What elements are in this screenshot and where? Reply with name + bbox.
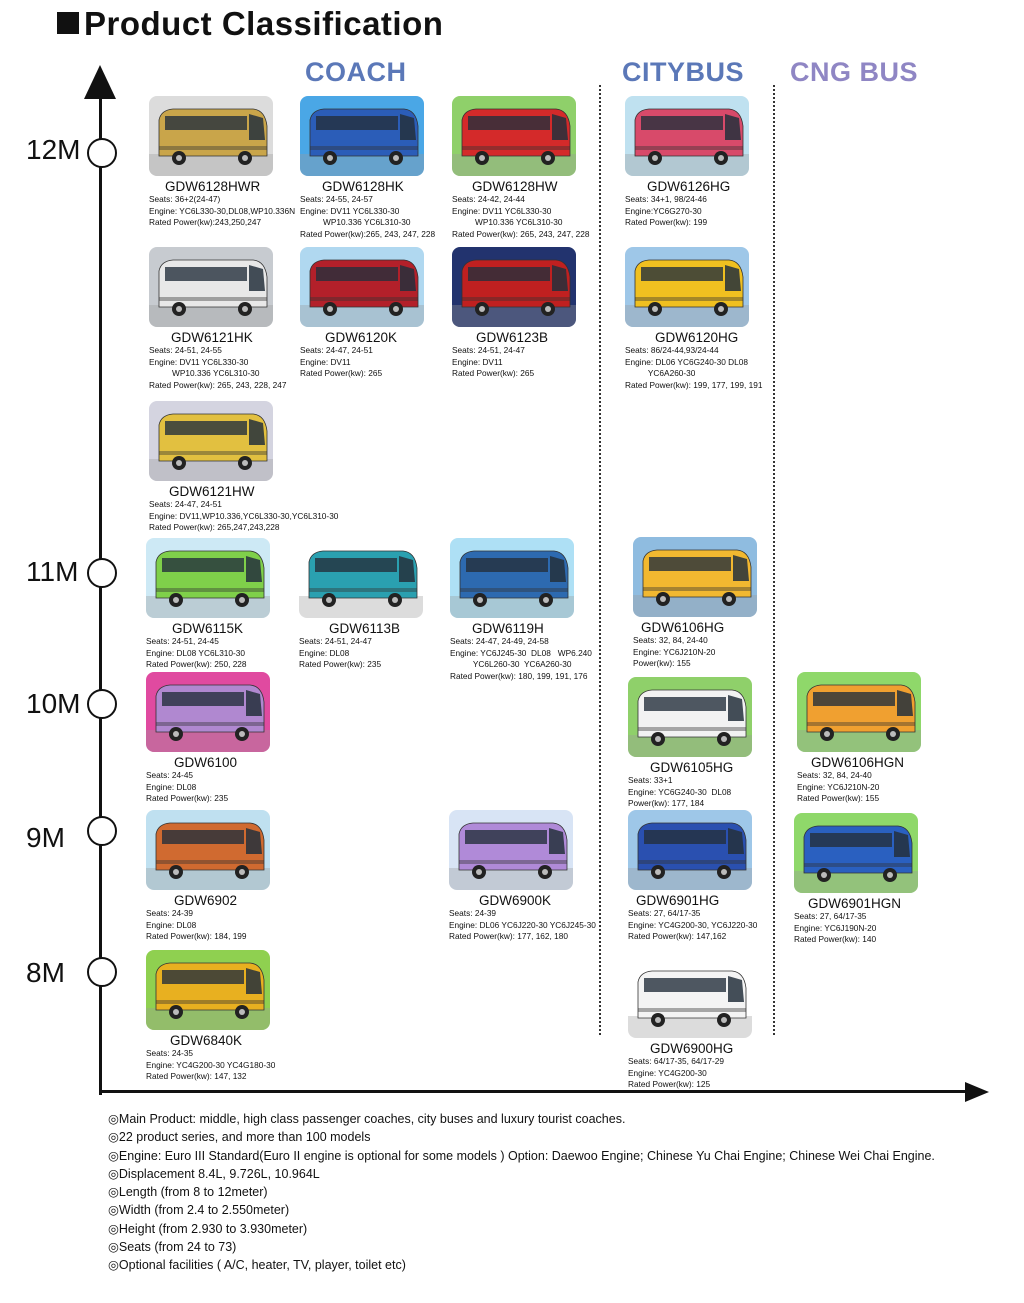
features-list xyxy=(108,1110,935,1275)
bus-image xyxy=(625,247,749,327)
model-name: GDW6115K xyxy=(172,621,244,636)
product-card xyxy=(450,538,640,682)
spec-line: Rated Power(kw): 265,247,243,228 xyxy=(149,522,280,532)
axis-tick-11m xyxy=(87,558,117,588)
bus-image xyxy=(633,537,757,617)
spec-line: Engine: DL08 xyxy=(146,781,197,792)
spec-line: Rated Power(kw): 180, 199, 191, 176 xyxy=(450,670,588,681)
product-card xyxy=(452,247,642,380)
bus-image xyxy=(146,538,270,618)
product-card xyxy=(625,247,815,391)
spec-line: WP10.336 YC6L310-30 xyxy=(300,217,411,227)
product-card xyxy=(449,810,639,943)
model-name: GDW6120HG xyxy=(655,330,739,345)
seats-spec: Seats: 24-51, 24-55 xyxy=(149,345,222,355)
bus-image xyxy=(300,96,424,176)
spec-line: Engine: DL06 YC6J220-30 YC6J245-30 xyxy=(449,919,596,930)
bus-image xyxy=(146,672,270,752)
spec-line: Rated Power(kw): 199 xyxy=(625,217,708,227)
spec-line: Power(kw): 177, 184 xyxy=(628,798,705,808)
model-name: GDW6123B xyxy=(476,330,549,345)
spec-line: Engine: DL08 YC6L310-30 xyxy=(146,647,246,658)
model-name: GDW6106HGN xyxy=(811,755,905,770)
product-card xyxy=(146,810,336,943)
spec-line: Rated Power(kw): 235 xyxy=(299,659,382,669)
bus-image xyxy=(449,810,573,890)
model-name: GDW6126HG xyxy=(647,179,731,194)
spec-line: Engine: YC6J190N-20 xyxy=(794,922,877,933)
model-name: GDW6119H xyxy=(472,621,544,636)
spec-line: YC6L260-30 YC6A260-30 xyxy=(450,659,572,669)
model-name: GDW6121HW xyxy=(169,484,255,499)
spec-line: WP10.336 YC6L310-30 xyxy=(149,368,260,378)
product-card xyxy=(794,813,984,946)
seats-spec: Seats: 64/17-35, 64/17-29 xyxy=(628,1056,724,1066)
bus-image xyxy=(149,401,273,481)
spec-line: Rated Power(kw): 265 xyxy=(300,368,383,378)
bus-image xyxy=(146,950,270,1030)
axis-label-11m: 11M xyxy=(26,556,79,587)
bus-image xyxy=(299,538,423,618)
bus-image xyxy=(452,247,576,327)
model-name: GDW6902 xyxy=(174,893,238,908)
axis-tick-9m xyxy=(87,816,117,846)
feature-line: ◎Engine: Euro III Standard(Euro II engine is optional for some models ) Option: Daewoo Engine; Chinese Yu Chai Engine; Chinese Wei Chai Engine. xyxy=(108,1148,935,1163)
model-name: GDW6900HG xyxy=(650,1041,734,1056)
model-name: GDW6128HW xyxy=(472,179,558,194)
horizontal-axis xyxy=(99,1090,969,1093)
seats-spec: Seats: 24-39 xyxy=(449,908,497,918)
product-card xyxy=(625,96,815,229)
spec-line: Engine: DL08 xyxy=(146,919,197,930)
spec-line: Engine: DV11 xyxy=(452,356,503,367)
spec-line: Rated Power(kw): 177, 162, 180 xyxy=(449,931,568,941)
spec-line: Engine: DV11,WP10.336,YC6L330-30,YC6L310-30 xyxy=(149,510,339,521)
spec-line: Rated Power(kw): 235 xyxy=(146,793,229,803)
seats-spec: Seats: 24-39 xyxy=(146,908,194,918)
spec-line: Rated Power(kw): 125 xyxy=(628,1079,711,1089)
product-card xyxy=(628,958,818,1091)
seats-spec: Seats: 33+1 xyxy=(628,775,673,785)
seats-spec: Seats: 24-35 xyxy=(146,1048,194,1058)
seats-spec: Seats: 27, 64/17-35 xyxy=(628,908,701,918)
seats-spec: Seats: 24-55, 24-57 xyxy=(300,194,373,204)
spec-line: WP10.336 YC6L310-30 xyxy=(452,217,563,227)
spec-line: Engine: YC4G200-30, YC6J220-30 xyxy=(628,919,758,930)
bus-image xyxy=(450,538,574,618)
seats-spec: Seats: 32, 84, 24-40 xyxy=(797,770,872,780)
bus-image xyxy=(794,813,918,893)
seats-spec: Seats: 24-45 xyxy=(146,770,194,780)
spec-line: Rated Power(kw): 140 xyxy=(794,934,877,944)
feature-line: ◎Optional facilities ( A/C, heater, TV, player, toilet etc) xyxy=(108,1258,406,1273)
feature-line: ◎Seats (from 24 to 73) xyxy=(108,1240,237,1255)
model-name: GDW6901HG xyxy=(636,893,720,908)
spec-line: Engine: YC6J210N-20 xyxy=(633,646,716,657)
spec-line: Rated Power(kw): 265, 243, 247, 228 xyxy=(452,228,590,239)
axis-tick-10m xyxy=(87,689,117,719)
page-title: Product Classification xyxy=(84,5,444,42)
product-card xyxy=(149,401,339,534)
spec-line: Rated Power(kw): 147,162 xyxy=(628,931,727,941)
spec-line: Power(kw): 155 xyxy=(633,658,691,668)
column-header-citybus: CITYBUS xyxy=(622,57,745,87)
spec-line: Rated Power(kw):243,250,247 xyxy=(149,217,262,227)
model-name: GDW6128HWR xyxy=(165,179,261,194)
spec-line: Engine: DL06 YC6G240-30 DL08 xyxy=(625,356,749,367)
feature-line: ◎Displacement 8.4L, 9.726L, 10.964L xyxy=(108,1166,320,1181)
spec-line: Engine: YC6L330-30,DL08,WP10.336N xyxy=(149,205,296,216)
feature-line: ◎Height (from 2.930 to 3.930meter) xyxy=(108,1221,308,1236)
model-name: GDW6106HG xyxy=(641,620,725,635)
spec-line: Rated Power(kw):265, 243, 247, 228 xyxy=(300,228,436,239)
bus-image xyxy=(452,96,576,176)
spec-line: Engine: YC4G200-30 YC4G180-30 xyxy=(146,1059,276,1070)
axis-tick-12m xyxy=(87,138,117,168)
seats-spec: Seats: 24-51, 24-47 xyxy=(299,636,372,646)
spec-line: Engine: YC4G200-30 xyxy=(628,1067,707,1078)
axis-label-8m: 8M xyxy=(26,957,65,988)
seats-spec: Seats: 24-47, 24-51 xyxy=(149,499,222,509)
bus-image xyxy=(300,247,424,327)
feature-line: ◎Main Product: middle, high class passenger coaches, city buses and luxury tourist coaches. xyxy=(108,1112,626,1126)
axis-label-9m: 9M xyxy=(26,822,65,853)
seats-spec: Seats: 34+1, 98/24-46 xyxy=(625,194,707,204)
seats-spec: Seats: 36+2(24-47) xyxy=(149,194,221,204)
model-name: GDW6120K xyxy=(325,330,398,345)
model-name: GDW6840K xyxy=(170,1033,243,1048)
spec-line: YC6A260-30 xyxy=(625,368,696,378)
seats-spec: Seats: 27, 64/17-35 xyxy=(794,911,867,921)
spec-line: Engine: YC6G240-30 DL08 xyxy=(628,786,732,797)
spec-line: Engine: DL08 xyxy=(299,647,350,658)
bus-image xyxy=(628,958,752,1038)
model-name: GDW6901HGN xyxy=(808,896,902,911)
spec-line: Engine: YC6J245-30 DL08 WP6.240 xyxy=(450,647,592,658)
bus-image xyxy=(149,96,273,176)
column-header-coach: COACH xyxy=(305,57,407,87)
feature-line: ◎Length (from 8 to 12meter) xyxy=(108,1185,268,1200)
bus-image xyxy=(628,810,752,890)
spec-line: Rated Power(kw): 250, 228 xyxy=(146,659,247,669)
spec-line: Engine:YC6G270-30 xyxy=(625,205,702,216)
model-name: GDW6900K xyxy=(479,893,552,908)
model-name: GDW6100 xyxy=(174,755,238,770)
axis-label-10m: 10M xyxy=(26,688,81,719)
bus-image xyxy=(149,247,273,327)
product-card xyxy=(146,950,336,1083)
product-card xyxy=(797,672,987,805)
seats-spec: Seats: 32, 84, 24-40 xyxy=(633,635,708,645)
model-name: GDW6113B xyxy=(329,621,401,636)
seats-spec: Seats: 24-51, 24-45 xyxy=(146,636,219,646)
spec-line: Engine: DV11 YC6L330-30 xyxy=(452,205,552,216)
seats-spec: Seats: 24-42, 24-44 xyxy=(452,194,525,204)
model-name: GDW6121HK xyxy=(171,330,253,345)
spec-line: Engine: DV11 YC6L330-30 xyxy=(149,356,249,367)
seats-spec: Seats: 86/24-44,93/24-44 xyxy=(625,345,719,355)
spec-line: Rated Power(kw): 184, 199 xyxy=(146,931,247,941)
spec-line: Rated Power(kw): 265 xyxy=(452,368,535,378)
column-header-cng-bus: CNG BUS xyxy=(790,57,919,87)
product-card xyxy=(633,537,823,670)
spec-line: Rated Power(kw): 147, 132 xyxy=(146,1071,247,1081)
model-name: GDW6105HG xyxy=(650,760,734,775)
product-card xyxy=(628,677,818,810)
spec-line: Engine: DV11 xyxy=(300,356,351,367)
y-axis-arrow-icon xyxy=(84,65,116,99)
bus-image xyxy=(797,672,921,752)
spec-line: Engine: DV11 YC6L330-30 xyxy=(300,205,400,216)
bus-image xyxy=(625,96,749,176)
bus-image xyxy=(146,810,270,890)
model-name: GDW6128HK xyxy=(322,179,404,194)
seats-spec: Seats: 24-47, 24-51 xyxy=(300,345,373,355)
product-card xyxy=(452,96,642,240)
seats-spec: Seats: 24-47, 24-49, 24-58 xyxy=(450,636,549,646)
x-axis-arrow-icon xyxy=(965,1082,989,1102)
spec-line: Engine: YC6J210N-20 xyxy=(797,781,880,792)
feature-line: ◎22 product series, and more than 100 models xyxy=(108,1130,371,1145)
spec-line: Rated Power(kw): 199, 177, 199, 191 xyxy=(625,379,763,390)
product-card xyxy=(146,672,336,805)
spec-line: Rated Power(kw): 155 xyxy=(797,793,880,803)
spec-line: Rated Power(kw): 265, 243, 228, 247 xyxy=(149,379,287,390)
seats-spec: Seats: 24-51, 24-47 xyxy=(452,345,525,355)
product-card xyxy=(628,810,818,943)
length-axis xyxy=(99,95,102,1095)
axis-label-12m: 12M xyxy=(26,134,81,165)
title-bullet xyxy=(57,12,79,34)
bus-image xyxy=(628,677,752,757)
feature-line: ◎Width (from 2.4 to 2.550meter) xyxy=(108,1203,290,1218)
axis-tick-8m xyxy=(87,957,117,987)
